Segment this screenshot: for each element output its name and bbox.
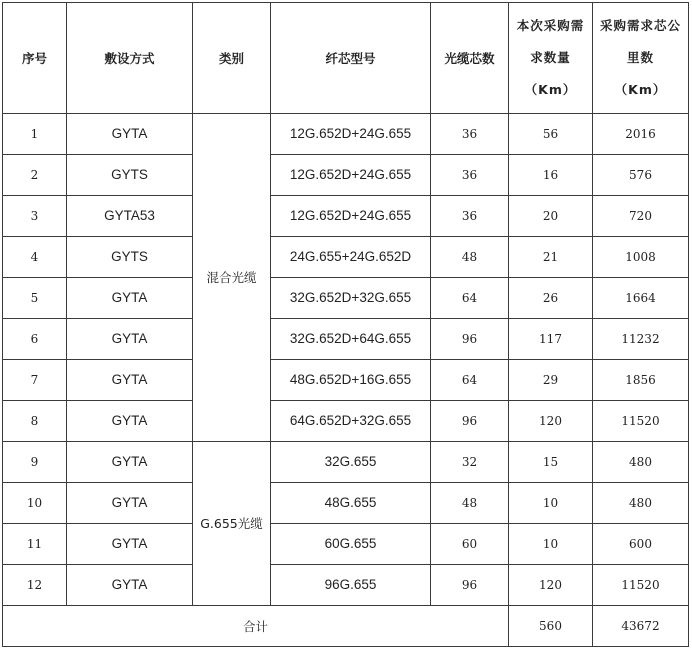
cell-laying: GYTA [67, 360, 193, 401]
cell-seq: 9 [3, 442, 67, 483]
cell-core-km: 2016 [593, 114, 689, 155]
cell-demand: 16 [509, 155, 593, 196]
cell-demand: 117 [509, 319, 593, 360]
table-row [3, 401, 689, 442]
total-demand: 560 [509, 606, 593, 647]
cell-core-km: 1664 [593, 278, 689, 319]
table-row [3, 278, 689, 319]
cell-laying: GYTA [67, 114, 193, 155]
cell-core-km: 11520 [593, 401, 689, 442]
cell-cores: 36 [431, 196, 509, 237]
header-core-km-line-3: （Km） [614, 82, 667, 97]
cell-core-km: 480 [593, 483, 689, 524]
total-core-km: 43672 [593, 606, 689, 647]
cell-cores: 60 [431, 524, 509, 565]
table-row [3, 196, 689, 237]
cell-laying: GYTA [67, 483, 193, 524]
cell-seq: 8 [3, 401, 67, 442]
cell-laying: GYTA [67, 524, 193, 565]
cell-cores: 96 [431, 565, 509, 606]
table-row [3, 319, 689, 360]
table-row [3, 442, 689, 483]
cell-seq: 12 [3, 565, 67, 606]
cell-seq: 6 [3, 319, 67, 360]
cell-core-km: 480 [593, 442, 689, 483]
cell-model: 32G.652D+64G.655 [271, 319, 431, 360]
cell-core-km: 1008 [593, 237, 689, 278]
cell-demand: 26 [509, 278, 593, 319]
cell-cores: 32 [431, 442, 509, 483]
cell-core-km: 11232 [593, 319, 689, 360]
cell-seq: 4 [3, 237, 67, 278]
cell-cores: 96 [431, 401, 509, 442]
table-row [3, 565, 689, 606]
cell-cores: 48 [431, 483, 509, 524]
cell-demand: 56 [509, 114, 593, 155]
cell-core-km: 11520 [593, 565, 689, 606]
cell-model: 32G.655 [271, 442, 431, 483]
cell-model: 48G.655 [271, 483, 431, 524]
table-row [3, 360, 689, 401]
cell-model: 12G.652D+24G.655 [271, 196, 431, 237]
cell-demand: 120 [509, 565, 593, 606]
header-row [3, 3, 689, 114]
table-row [3, 237, 689, 278]
cell-core-km: 576 [593, 155, 689, 196]
header-laying-method: 敷设方式 [67, 3, 193, 114]
table-row [3, 483, 689, 524]
cell-seq: 7 [3, 360, 67, 401]
cell-cores: 64 [431, 278, 509, 319]
cell-model: 12G.652D+24G.655 [271, 114, 431, 155]
header-demand-line-2: 求数量（Km） [524, 50, 577, 97]
cell-seq: 10 [3, 483, 67, 524]
cell-laying: GYTA [67, 319, 193, 360]
cell-cores: 64 [431, 360, 509, 401]
header-core-km-line-1: 采购需求芯公 [599, 18, 681, 33]
table-row [3, 524, 689, 565]
cell-laying: GYTA [67, 278, 193, 319]
cell-laying: GYTS [67, 155, 193, 196]
cell-model: 60G.655 [271, 524, 431, 565]
cell-model: 24G.655+24G.652D [271, 237, 431, 278]
cell-demand: 20 [509, 196, 593, 237]
cell-demand: 21 [509, 237, 593, 278]
header-demand-line-1: 本次采购需 [516, 18, 585, 33]
total-label: 合计 [3, 606, 509, 647]
table-row [3, 155, 689, 196]
cell-model: 64G.652D+32G.655 [271, 401, 431, 442]
cell-cores: 36 [431, 155, 509, 196]
cell-cores: 36 [431, 114, 509, 155]
cell-model: 12G.652D+24G.655 [271, 155, 431, 196]
cell-model: 48G.652D+16G.655 [271, 360, 431, 401]
cell-core-km: 1856 [593, 360, 689, 401]
cell-laying: GYTA [67, 442, 193, 483]
header-cores: 光缆芯数 [431, 3, 509, 114]
cell-core-km: 720 [593, 196, 689, 237]
header-core-km-line-2: 里数 [626, 50, 654, 65]
cell-cores: 96 [431, 319, 509, 360]
cell-category-g655: G.655光缆 [193, 442, 271, 606]
total-row [3, 606, 689, 647]
procurement-table [2, 2, 689, 647]
header-demand [509, 3, 593, 114]
cell-model: 96G.655 [271, 565, 431, 606]
cell-core-km: 600 [593, 524, 689, 565]
cell-demand: 120 [509, 401, 593, 442]
cell-seq: 11 [3, 524, 67, 565]
cell-model: 32G.652D+32G.655 [271, 278, 431, 319]
cell-demand: 29 [509, 360, 593, 401]
cell-seq: 2 [3, 155, 67, 196]
table-row [3, 114, 689, 155]
cell-demand: 10 [509, 524, 593, 565]
cell-laying: GYTS [67, 237, 193, 278]
cell-laying: GYTA53 [67, 196, 193, 237]
cell-seq: 3 [3, 196, 67, 237]
cell-laying: GYTA [67, 565, 193, 606]
cell-seq: 5 [3, 278, 67, 319]
header-fiber-model: 纤芯型号 [271, 3, 431, 114]
cell-cores: 48 [431, 237, 509, 278]
header-category: 类别 [193, 3, 271, 114]
header-seq: 序号 [3, 3, 67, 114]
cell-demand: 10 [509, 483, 593, 524]
cell-laying: GYTA [67, 401, 193, 442]
cell-category-mixed: 混合光缆 [193, 114, 271, 442]
cell-seq: 1 [3, 114, 67, 155]
header-core-km [593, 3, 689, 114]
cell-demand: 15 [509, 442, 593, 483]
